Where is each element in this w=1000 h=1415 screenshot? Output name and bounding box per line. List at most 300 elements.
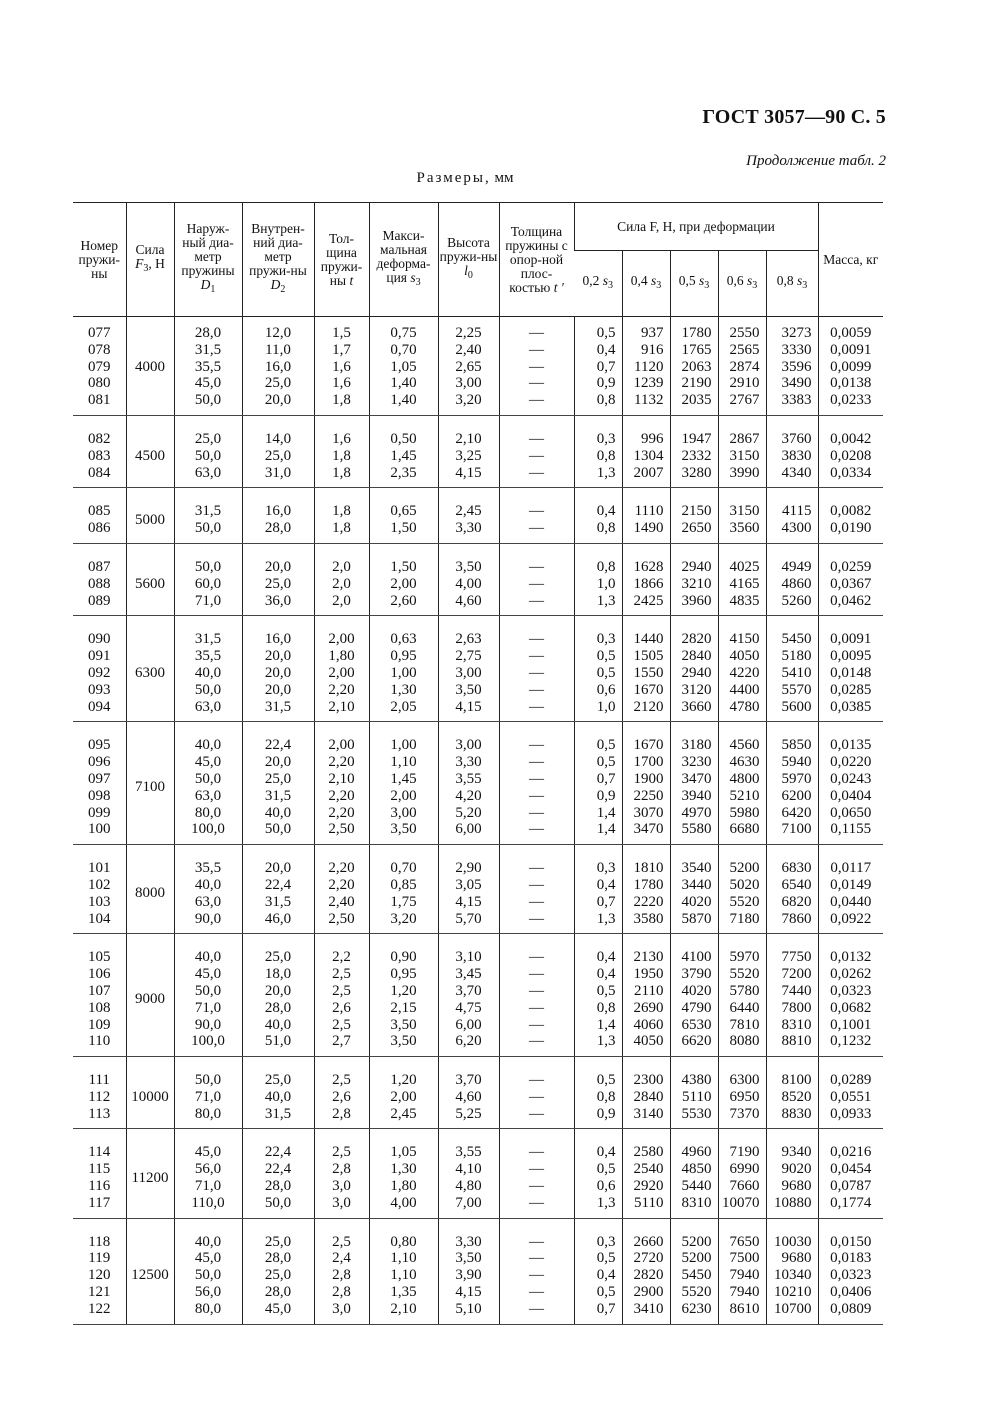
table-row — [73, 415, 883, 487]
cell-value: 5600 — [135, 575, 165, 592]
cell-thickness — [314, 415, 369, 487]
cell-value: 6680 — [729, 821, 760, 838]
cell-value: 4025 — [729, 558, 760, 575]
cell-value: 3410 — [633, 1300, 664, 1317]
cell-value: — — [529, 592, 544, 609]
table-row — [73, 1129, 883, 1218]
cell-value: — — [529, 876, 544, 893]
cell-force-f3 — [126, 543, 174, 615]
cell-thickness — [314, 1057, 369, 1129]
cell-value: 116 — [88, 1178, 111, 1195]
cell-value: 1,8 — [332, 392, 351, 409]
cell-value: 1132 — [634, 392, 664, 409]
cell-value: 0,0922 — [830, 910, 872, 927]
cell-value: 0,95 — [390, 966, 417, 983]
cell-value: 4,80 — [455, 1178, 482, 1195]
cell-force-05s3 — [670, 415, 718, 487]
cell-force-05s3 — [670, 1218, 718, 1324]
cell-force-06s3 — [718, 543, 766, 615]
cell-value: — — [529, 325, 544, 341]
cell-force-05s3 — [670, 317, 718, 416]
cell-value: 079 — [88, 358, 111, 375]
cell-value: 40,0 — [264, 804, 292, 821]
cell-value: 1,40 — [390, 392, 417, 409]
cell-value: 71,0 — [194, 1088, 222, 1105]
cell-value: 2,4 — [332, 1250, 351, 1267]
header-inner-diameter: Внутрен-ний диа-метр пружи-ны $D_2$ — [242, 203, 314, 317]
cell-force-05s3 — [670, 1129, 718, 1218]
cell-value: 7860 — [781, 910, 812, 927]
cell-value: — — [529, 1072, 544, 1089]
cell-force-06s3 — [718, 616, 766, 722]
cell-value: 0,5 — [596, 325, 616, 341]
cell-value: 1765 — [681, 341, 712, 358]
cell-value: 80,0 — [194, 1300, 222, 1317]
cell-value: — — [529, 910, 544, 927]
cell-value: 45,0 — [194, 754, 222, 771]
cell-value: 2690 — [633, 999, 664, 1016]
cell-value: 2,05 — [390, 698, 417, 715]
cell-value: 1,50 — [390, 520, 417, 537]
cell-value: 31,5 — [194, 503, 222, 520]
cell-value: 56,0 — [194, 1284, 222, 1301]
header-deformation-level: 0,5 $s_3$ — [670, 251, 718, 317]
cell-value: 0,75 — [390, 325, 417, 341]
cell-value: 4165 — [729, 575, 760, 592]
cell-mass — [818, 934, 883, 1057]
cell-value: 2425 — [633, 592, 664, 609]
cell-value: — — [529, 430, 544, 447]
cell-value: 1,20 — [390, 982, 417, 999]
cell-value: 080 — [88, 375, 111, 392]
cell-value: 6300 — [135, 664, 165, 681]
cell-value: 40,0 — [194, 949, 222, 966]
cell-value: 2,5 — [332, 1072, 351, 1089]
cell-value: 3180 — [681, 737, 712, 754]
cell-value: 20,0 — [264, 860, 292, 877]
cell-value: 6440 — [729, 999, 760, 1016]
cell-mass — [818, 1057, 883, 1129]
cell-value: 2,00 — [390, 1088, 417, 1105]
cell-value: 0,3 — [596, 430, 616, 447]
cell-value: 3150 — [729, 447, 760, 464]
table-row — [73, 1218, 883, 1324]
table-row — [73, 845, 883, 934]
table-row-group — [73, 1129, 883, 1218]
cell-value: 5440 — [681, 1178, 712, 1195]
cell-force-f3 — [126, 722, 174, 845]
cell-value: 0,8 — [596, 999, 616, 1016]
cell-value: 20,0 — [264, 664, 292, 681]
cell-value: 8310 — [681, 1194, 712, 1211]
cell-value: 63,0 — [194, 464, 222, 481]
cell-value: — — [529, 698, 544, 715]
cell-value: 3960 — [681, 592, 712, 609]
cell-value: 4300 — [781, 520, 812, 537]
cell-value: 50,0 — [194, 392, 222, 409]
cell-value: 4860 — [781, 575, 812, 592]
cell-force-02s3 — [574, 845, 622, 934]
cell-value: 28,0 — [264, 1178, 292, 1195]
cell-value: 1,4 — [596, 821, 616, 838]
cell-value: 098 — [88, 787, 111, 804]
cell-value: 1810 — [633, 860, 664, 877]
cell-value: 2940 — [681, 664, 712, 681]
cell-value: — — [529, 949, 544, 966]
cell-value: 0,8 — [596, 392, 616, 409]
cell-value: 9020 — [781, 1161, 812, 1178]
cell-value: 2,8 — [332, 1161, 351, 1178]
cell-value: 0,5 — [596, 737, 616, 754]
cell-value: 0,0323 — [830, 1267, 872, 1284]
cell-value: — — [529, 1033, 544, 1050]
cell-value: — — [529, 1088, 544, 1105]
cell-value: 7810 — [729, 1016, 760, 1033]
cell-value: 996 — [641, 430, 664, 447]
cell-value: 4380 — [681, 1072, 712, 1089]
cell-value: 7100 — [135, 779, 165, 796]
cell-value: 4630 — [729, 754, 760, 771]
cell-spring-numbers — [73, 1129, 126, 1218]
cell-outer-diameter — [174, 1129, 242, 1218]
cell-value: 0,4 — [596, 341, 616, 358]
cell-value: 3540 — [681, 860, 712, 877]
cell-value: 3,50 — [390, 821, 417, 838]
cell-value: 1,6 — [332, 358, 351, 375]
cell-force-08s3 — [766, 543, 818, 615]
cell-value: 086 — [88, 520, 111, 537]
cell-value: 108 — [88, 999, 111, 1016]
cell-value: 2,00 — [390, 575, 417, 592]
cell-value: 1947 — [681, 430, 712, 447]
cell-value: 109 — [88, 1016, 111, 1033]
cell-value: 2840 — [681, 648, 712, 665]
cell-value: 4020 — [681, 893, 712, 910]
table-row-group — [73, 722, 883, 845]
cell-value: 40,0 — [194, 876, 222, 893]
cell-value: 7940 — [729, 1267, 760, 1284]
header-support-thickness: Толщина пружины с опор-ной плос-костью t ′ — [499, 203, 574, 317]
cell-value: 5200 — [681, 1233, 712, 1250]
cell-value: 087 — [88, 558, 111, 575]
cell-value: 10340 — [774, 1267, 812, 1284]
cell-value: 5000 — [135, 511, 165, 528]
cell-value: 40,0 — [264, 1088, 292, 1105]
cell-value: — — [529, 982, 544, 999]
cell-value: 4,15 — [455, 464, 482, 481]
cell-value: 0,0404 — [830, 787, 872, 804]
cell-force-04s3 — [622, 488, 670, 544]
cell-force-02s3 — [574, 1129, 622, 1218]
cell-value: 45,0 — [194, 1144, 222, 1161]
cell-value: 1,50 — [390, 558, 417, 575]
cell-value: 0,5 — [596, 1161, 616, 1178]
cell-spring-numbers — [73, 415, 126, 487]
cell-value: 1304 — [633, 447, 664, 464]
cell-inner-diameter — [242, 1057, 314, 1129]
cell-height — [438, 317, 499, 416]
cell-value: 0,0042 — [830, 430, 872, 447]
cell-thickness — [314, 722, 369, 845]
cell-value: 2900 — [633, 1284, 664, 1301]
cell-value: 1110 — [634, 503, 664, 520]
cell-value: 916 — [641, 341, 664, 358]
cell-inner-diameter — [242, 722, 314, 845]
cell-value: 0,0220 — [830, 754, 872, 771]
cell-value: 31,5 — [194, 341, 222, 358]
cell-value: 1,05 — [390, 1144, 417, 1161]
cell-value: 16,0 — [264, 503, 292, 520]
cell-value: — — [529, 999, 544, 1016]
cell-value: 6,20 — [455, 1033, 482, 1050]
cell-value: 2,00 — [328, 664, 355, 681]
cell-value: — — [529, 375, 544, 392]
cell-mass — [818, 317, 883, 416]
dimensions-label: Размеры, — [416, 170, 491, 186]
cell-value: 0,4 — [596, 503, 616, 520]
table-row — [73, 722, 883, 845]
cell-value: 0,80 — [390, 1233, 417, 1250]
cell-value: 4150 — [729, 631, 760, 648]
cell-force-f3 — [126, 1057, 174, 1129]
cell-value: 0,1774 — [830, 1194, 872, 1211]
cell-value: 4340 — [781, 464, 812, 481]
cell-force-04s3 — [622, 845, 670, 934]
cell-value: 2767 — [729, 392, 760, 409]
cell-spring-numbers — [73, 722, 126, 845]
cell-thickness — [314, 543, 369, 615]
cell-value: 937 — [641, 325, 664, 341]
cell-support-thickness — [499, 543, 574, 615]
cell-value: 4,75 — [455, 999, 482, 1016]
cell-value: 14,0 — [264, 430, 292, 447]
cell-max-deformation — [369, 543, 438, 615]
cell-mass — [818, 543, 883, 615]
cell-value: 2,20 — [328, 681, 355, 698]
cell-value: 6820 — [781, 893, 812, 910]
cell-value: 2,20 — [328, 754, 355, 771]
cell-value: 105 — [88, 949, 111, 966]
cell-value: 11,0 — [265, 341, 291, 358]
cell-value: 20,0 — [264, 681, 292, 698]
cell-force-08s3 — [766, 934, 818, 1057]
cell-value: — — [529, 503, 544, 520]
cell-value: 3,50 — [390, 1016, 417, 1033]
cell-value: 2820 — [633, 1267, 664, 1284]
cell-force-04s3 — [622, 1057, 670, 1129]
cell-value: 0,3 — [596, 1233, 616, 1250]
cell-value: 5200 — [729, 860, 760, 877]
cell-value: 2,90 — [455, 860, 482, 877]
cell-value: 40,0 — [194, 1233, 222, 1250]
cell-value: 2,10 — [328, 770, 355, 787]
cell-value: 4400 — [729, 681, 760, 698]
cell-value: 0,5 — [596, 982, 616, 999]
cell-value: 6,00 — [455, 1016, 482, 1033]
header-mass: Масса, кг — [818, 203, 883, 317]
cell-value: 3,90 — [455, 1267, 482, 1284]
cell-value: 1,8 — [332, 464, 351, 481]
cell-value: 2,10 — [390, 1300, 417, 1317]
table-row — [73, 543, 883, 615]
cell-value: 2874 — [729, 358, 760, 375]
cell-force-08s3 — [766, 1218, 818, 1324]
cell-value: 1,8 — [332, 520, 351, 537]
cell-force-05s3 — [670, 722, 718, 845]
cell-value: 081 — [88, 392, 111, 409]
cell-value: 096 — [88, 754, 111, 771]
cell-inner-diameter — [242, 934, 314, 1057]
cell-value: 2920 — [633, 1178, 664, 1195]
cell-force-f3 — [126, 616, 174, 722]
cell-value: 9000 — [135, 991, 165, 1008]
cell-max-deformation — [369, 1057, 438, 1129]
cell-value: 1,6 — [332, 430, 351, 447]
cell-value: — — [529, 648, 544, 665]
cell-value: 113 — [88, 1105, 111, 1122]
cell-value: 2035 — [681, 392, 712, 409]
cell-value: 80,0 — [194, 804, 222, 821]
cell-force-08s3 — [766, 488, 818, 544]
cell-max-deformation — [369, 317, 438, 416]
cell-force-04s3 — [622, 1218, 670, 1324]
cell-value: 121 — [88, 1284, 111, 1301]
cell-value: 0,5 — [596, 1284, 616, 1301]
cell-value: 3660 — [681, 698, 712, 715]
cell-value: 1550 — [633, 664, 664, 681]
cell-value: 2940 — [681, 558, 712, 575]
cell-value: 7500 — [729, 1250, 760, 1267]
cell-mass — [818, 1218, 883, 1324]
cell-value: 2,63 — [455, 631, 482, 648]
cell-force-02s3 — [574, 488, 622, 544]
cell-value: 1866 — [633, 575, 664, 592]
cell-value: 6990 — [729, 1161, 760, 1178]
cell-force-05s3 — [670, 616, 718, 722]
cell-value: — — [529, 631, 544, 648]
cell-value: 2,00 — [328, 737, 355, 754]
header-thickness: Тол-щина пружи-ны t — [314, 203, 369, 317]
cell-value: — — [529, 664, 544, 681]
cell-value: 1,80 — [390, 1178, 417, 1195]
cell-value: 5580 — [681, 821, 712, 838]
cell-value: 112 — [88, 1088, 111, 1105]
cell-value: 0,65 — [390, 503, 417, 520]
cell-value: 2,5 — [332, 966, 351, 983]
cell-value: 2580 — [633, 1144, 664, 1161]
cell-value: 3280 — [681, 464, 712, 481]
table-row — [73, 488, 883, 544]
cell-value: 2720 — [633, 1250, 664, 1267]
cell-value: 63,0 — [194, 698, 222, 715]
cell-value: 0,0233 — [830, 392, 872, 409]
cell-value: 1239 — [633, 375, 664, 392]
cell-value: 3,70 — [455, 1072, 482, 1089]
cell-max-deformation — [369, 415, 438, 487]
cell-value: 60,0 — [194, 575, 222, 592]
cell-height — [438, 1057, 499, 1129]
cell-value: — — [529, 575, 544, 592]
cell-value: 5,20 — [455, 804, 482, 821]
cell-value: 0,0334 — [830, 464, 872, 481]
cell-value: 0,85 — [390, 876, 417, 893]
cell-value: 2,0 — [332, 575, 351, 592]
cell-value: 28,0 — [264, 1284, 292, 1301]
cell-value: 3940 — [681, 787, 712, 804]
cell-value: 20,0 — [264, 558, 292, 575]
header-height: Высота пружи-ны $l_0$ — [438, 203, 499, 317]
cell-value: 077 — [88, 325, 111, 341]
cell-outer-diameter — [174, 722, 242, 845]
cell-value: 2,0 — [332, 592, 351, 609]
cell-value: 50,0 — [194, 1072, 222, 1089]
cell-value: 2,45 — [390, 1105, 417, 1122]
cell-inner-diameter — [242, 415, 314, 487]
cell-value: 51,0 — [264, 1033, 292, 1050]
cell-value: — — [529, 341, 544, 358]
cell-value: 2,5 — [332, 982, 351, 999]
cell-value: 5180 — [781, 648, 812, 665]
cell-max-deformation — [369, 722, 438, 845]
cell-value: 1780 — [633, 876, 664, 893]
cell-max-deformation — [369, 1129, 438, 1218]
cell-value: 45,0 — [264, 1300, 292, 1317]
cell-value: 4,00 — [455, 575, 482, 592]
cell-value: 8610 — [729, 1300, 760, 1317]
cell-value: 1950 — [633, 966, 664, 983]
header-force-f3: Сила $F_3$, Н — [126, 203, 174, 317]
cell-value: 1,3 — [596, 464, 616, 481]
cell-value: 3,0 — [332, 1194, 351, 1211]
cell-value: 50,0 — [194, 681, 222, 698]
cell-value: 0,95 — [390, 648, 417, 665]
cell-value: 25,0 — [264, 575, 292, 592]
cell-value: 50,0 — [194, 982, 222, 999]
cell-force-06s3 — [718, 1057, 766, 1129]
cell-value: 35,5 — [194, 648, 222, 665]
cell-value: 5410 — [781, 664, 812, 681]
cell-inner-diameter — [242, 543, 314, 615]
cell-value: 2,45 — [455, 503, 482, 520]
cell-value: 2,40 — [328, 893, 355, 910]
cell-value: 0,3 — [596, 860, 616, 877]
cell-value: 20,0 — [264, 392, 292, 409]
cell-value: 0,0132 — [830, 949, 872, 966]
cell-value: 082 — [88, 430, 111, 447]
cell-max-deformation — [369, 845, 438, 934]
cell-value: 0,4 — [596, 966, 616, 983]
cell-value: 0,6 — [596, 681, 616, 698]
cell-force-04s3 — [622, 934, 670, 1057]
cell-value: 3070 — [633, 804, 664, 821]
cell-value: 2565 — [729, 341, 760, 358]
cell-force-02s3 — [574, 543, 622, 615]
cell-value: 122 — [88, 1300, 111, 1317]
cell-value: 2,5 — [332, 1016, 351, 1033]
cell-value: 0,0406 — [830, 1284, 872, 1301]
cell-value: 40,0 — [264, 1016, 292, 1033]
cell-value: 2250 — [633, 787, 664, 804]
cell-value: 1,8 — [332, 503, 351, 520]
cell-value: 46,0 — [264, 910, 292, 927]
cell-force-05s3 — [670, 488, 718, 544]
cell-inner-diameter — [242, 488, 314, 544]
cell-inner-diameter — [242, 616, 314, 722]
cell-value: 100 — [88, 821, 111, 838]
cell-force-04s3 — [622, 1129, 670, 1218]
cell-mass — [818, 616, 883, 722]
cell-value: 3790 — [681, 966, 712, 983]
